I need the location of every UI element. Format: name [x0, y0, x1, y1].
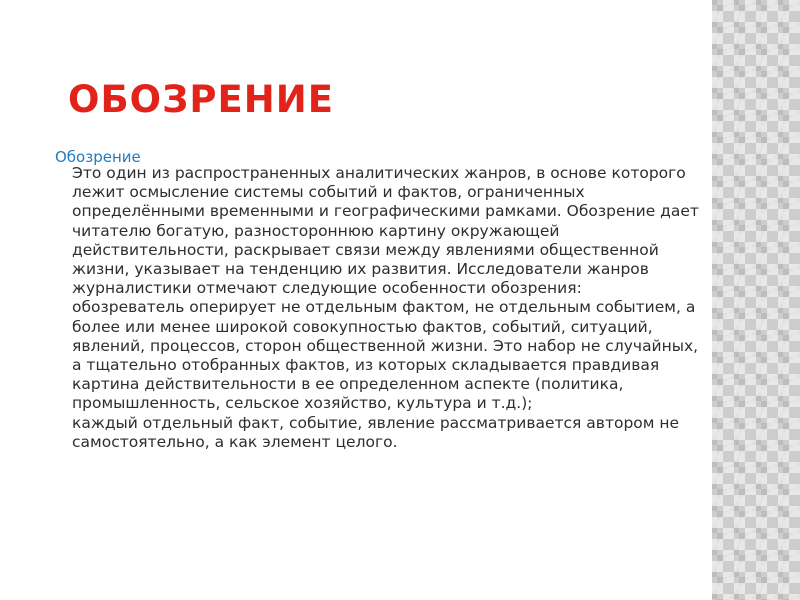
paragraph-definition: Это один из распространенных аналитических жанров, в основе которого лежит осмысление системы событий и фактов, ограниченных определёнными временными и географическими рамками. Обозрение дает читателю богатую, разностороннюю картину окружающей действительности, раскрывает связи между явлениями общественной жизни, указывает на тенденцию их развития. Исследователи жанров журналистики отмечают следующие особенности обозрения: — [72, 164, 699, 298]
decorative-side-panel — [712, 0, 800, 600]
paragraph-feature-1: обозреватель оперирует не отдельным фактом, не отдельным событием, а более или менее широкой совокупностью фактов, событий, ситуаций, явлений, процессов, сторон общественной жизни. Это набор не случайных, а тщательно отобранных фактов, из которых складывается правдивая картина действительности в ее определенном аспекте (политика, промышленность, сельское хозяйство, культура и т.д.); — [72, 298, 699, 413]
body-text — [72, 164, 702, 452]
term-heading: Обозрение — [55, 148, 141, 166]
slide-title: ОБОЗРЕНИЕ — [68, 78, 334, 121]
paragraph-feature-2: каждый отдельный факт, событие, явление рассматривается автором не самостоятельно, а как элемент целого. — [72, 413, 680, 451]
